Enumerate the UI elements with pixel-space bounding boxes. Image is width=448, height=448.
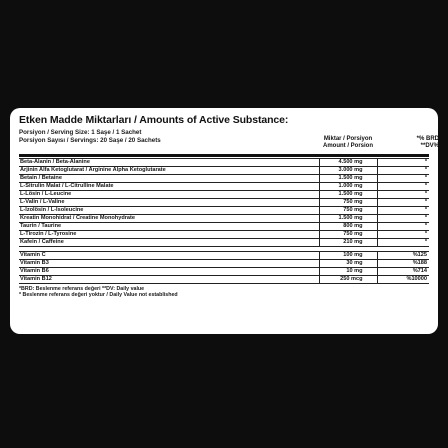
cell-dv: * [377, 239, 429, 247]
cell-amount: 750 mg [319, 207, 377, 215]
footnote-2: * Beslenme referans değeri yoktur / Daily Value not established [19, 292, 178, 298]
table-row [19, 159, 429, 167]
table-row [19, 252, 429, 260]
cell-amount: 10 mg [319, 268, 377, 276]
cell-dv: * [377, 191, 429, 199]
supplement-facts-panel [10, 108, 438, 334]
cell-name: Vitamin B6 [19, 268, 319, 276]
table-row [19, 191, 429, 199]
table-row [19, 183, 429, 191]
cell-dv: * [377, 215, 429, 223]
table-row [19, 231, 429, 239]
footnotes [19, 286, 429, 298]
cell-amount: 1.500 mg [319, 191, 377, 199]
table-row [19, 175, 429, 183]
cell-name: L-Sitrulin Malat / L-Citrulline Malate [19, 183, 319, 191]
footnote-1: *BRD: Beslenme referans değeri **DV: Daily value [19, 286, 145, 292]
cell-amount: 30 mg [319, 260, 377, 268]
cell-dv: * [377, 207, 429, 215]
cell-amount: 800 mg [319, 223, 377, 231]
amount-column-header: Miktar / Porsiyon Amount / Porsion [323, 136, 373, 149]
servings-row [19, 136, 439, 149]
cell-amount: 1.500 mg [319, 215, 377, 223]
cell-name: Arjinin Alfa Ketoglutarat / Arginine Alpha Ketoglutarate [19, 167, 319, 175]
servings-count: Porsiyon Sayısı / Servings: 20 Saşe / 20 Sachets [19, 137, 161, 144]
cell-amount: 1.000 mg [319, 183, 377, 191]
cell-amount: 100 mg [319, 252, 377, 260]
table-row [19, 260, 429, 268]
cell-amount: 4.500 mg [319, 159, 377, 167]
cell-name: Beta-Alanin / Beta-Alanine [19, 159, 319, 167]
cell-name: Vitamin B3 [19, 260, 319, 268]
cell-name: Vitamin C [19, 252, 319, 260]
serving-size: Porsiyon / Serving Size: 1 Saşe / 1 Sachet [19, 129, 142, 136]
cell-dv: * [377, 183, 429, 191]
cell-amount: 1.500 mg [319, 175, 377, 183]
cell-name: L-Tirozin / L-Tyrosine [19, 231, 319, 239]
cell-dv: * [377, 167, 429, 175]
panel-title: Etken Madde Miktarları / Amounts of Active Substance: [19, 114, 289, 126]
cell-dv: * [377, 175, 429, 183]
table-row [19, 207, 429, 215]
cell-name: Kreatin Monohidrat / Creatine Monohydrate [19, 215, 319, 223]
cell-dv: %10000 [377, 276, 429, 284]
cell-amount: 250 mcg [319, 276, 377, 284]
cell-dv: %125 [377, 252, 429, 260]
table-row [19, 239, 429, 247]
cell-dv: * [377, 231, 429, 239]
cell-dv: * [377, 199, 429, 207]
table-row [19, 276, 429, 284]
cell-name: L-Lösin / L-Leucine [19, 191, 319, 199]
cell-amount: 3.000 mg [319, 167, 377, 175]
cell-name: Vitamin B12 [19, 276, 319, 284]
cell-dv: * [377, 159, 429, 167]
table-row [19, 199, 429, 207]
vitamins-table [19, 251, 429, 284]
ingredients-table [19, 158, 429, 247]
cell-amount: 750 mg [319, 231, 377, 239]
cell-dv: * [377, 223, 429, 231]
table-row [19, 215, 429, 223]
cell-amount: 750 mg [319, 199, 377, 207]
cell-name: Kafein / Caffeine [19, 239, 319, 247]
cell-dv: %714 [377, 268, 429, 276]
cell-name: Betain / Betaine [19, 175, 319, 183]
header-divider [19, 154, 429, 157]
cell-name: Taurin / Taurine [19, 223, 319, 231]
cell-name: L-İzolösin / L-Isoleucine [19, 207, 319, 215]
cell-dv: %188 [377, 260, 429, 268]
cell-name: L-Valin / L-Valine [19, 199, 319, 207]
table-row [19, 167, 429, 175]
table-row [19, 268, 429, 276]
cell-amount: 210 mg [319, 239, 377, 247]
dv-column-header: *% BRD **DV% [416, 136, 439, 149]
table-row [19, 223, 429, 231]
